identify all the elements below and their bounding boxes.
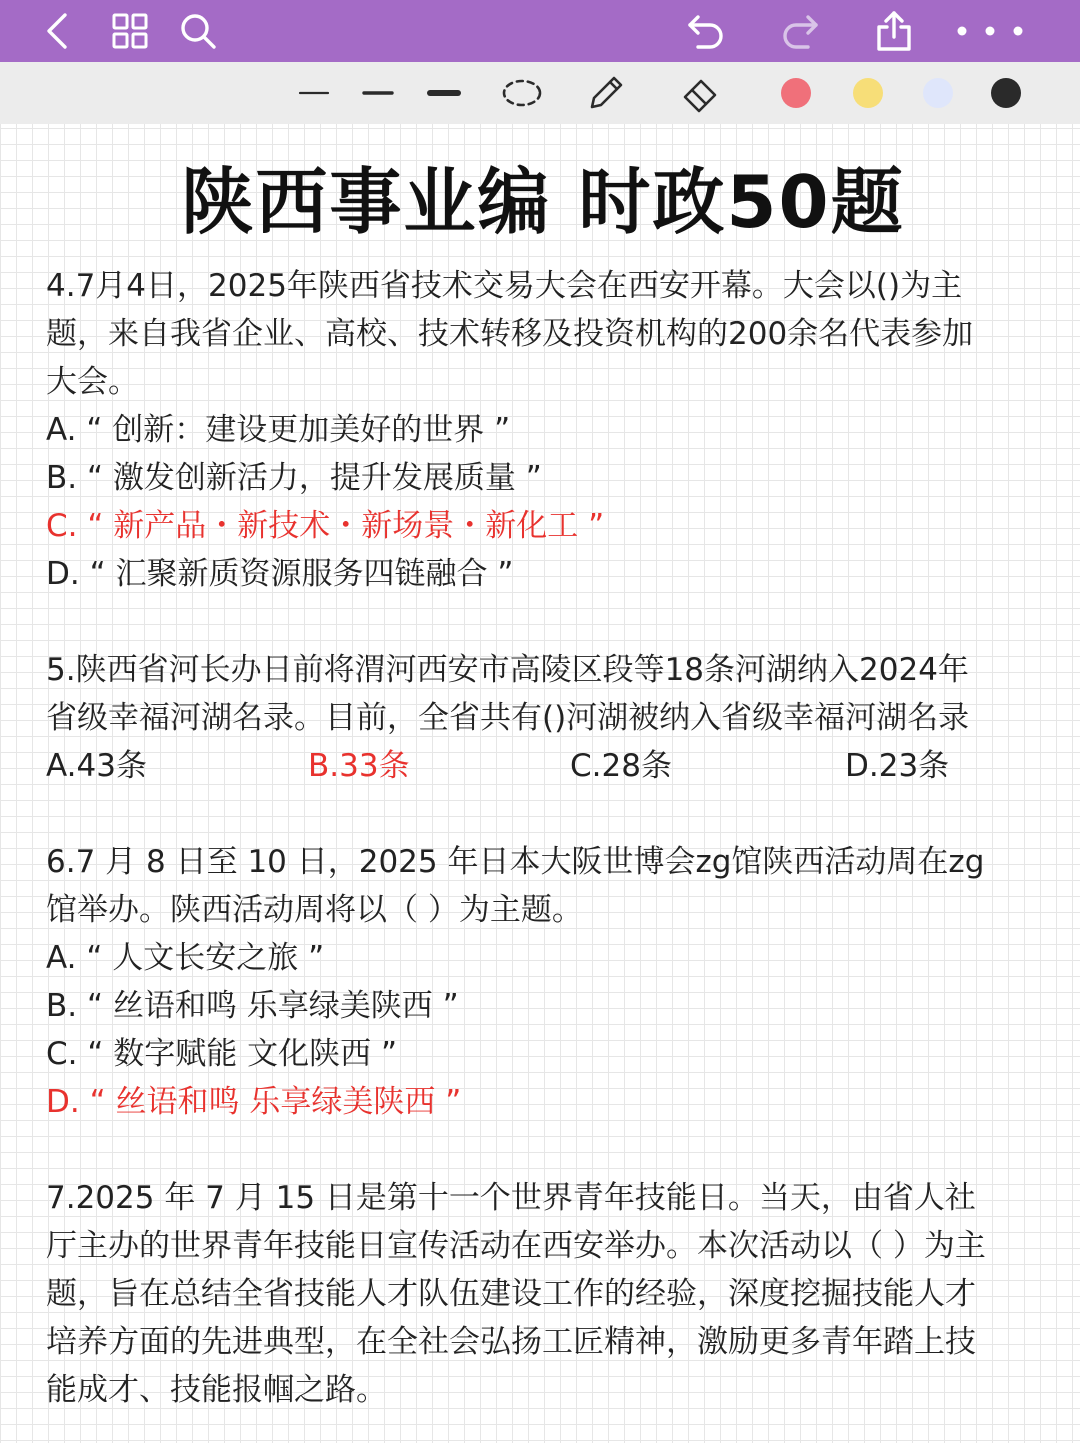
question-stem-line: 题，旨在总结全省技能人才队伍建设工作的经验，深度挖掘技能人才 [46,1276,976,1312]
question-stem-line: 4.7月4日，2025年陕西省技术交易大会在西安开幕。大会以()为主 [46,268,963,304]
option-b: B. “ 激发创新活力，提升发展质量 ” [46,460,542,496]
option-a: A. “ 人文长安之旅 ” [46,940,325,976]
lasso-button[interactable] [500,71,544,115]
grid-view-button[interactable] [106,7,154,55]
color-swatch-pink [781,78,811,108]
color-black-button[interactable] [984,71,1028,115]
lasso-icon [501,77,543,109]
chevron-left-icon [43,11,73,51]
color-swatch-yellow [853,78,883,108]
color-yellow-button[interactable] [846,71,890,115]
grid-icon [111,12,149,50]
question-4 [46,262,1040,598]
pencil-icon [586,73,626,113]
line-thin-icon [297,88,331,98]
question-stem-line: 馆举办。陕西活动周将以（ ）为主题。 [46,892,583,928]
pen-thin-button[interactable] [292,71,336,115]
option-b: B. “ 丝语和鸣 乐享绿美陕西 ” [46,988,459,1024]
line-thick-icon [426,87,462,99]
color-lavender-button[interactable] [916,71,960,115]
top-bar [0,0,1080,62]
color-swatch-lavender [923,78,953,108]
question-stem-line: 培养方面的先进典型，在全社会弘扬工匠精神，激励更多青年踏上技 [46,1324,976,1360]
option-c: C. “ 数字赋能 文化陕西 ” [46,1036,398,1072]
question-stem-line: 题，来自我省企业、高校、技术转移及投资机构的200余名代表参加 [46,316,974,352]
note-page[interactable] [46,124,1040,1414]
share-button[interactable] [870,7,918,55]
color-pink-button[interactable] [774,71,818,115]
question-6 [46,838,1040,1126]
redo-icon [780,11,820,51]
option-a: A.43条 [46,748,147,784]
redo-button[interactable] [776,7,824,55]
question-stem-line: 大会。 [46,364,139,400]
undo-button[interactable] [682,7,730,55]
search-icon [179,12,217,50]
search-button[interactable] [174,7,222,55]
line-medium-icon [361,88,395,98]
more-dots-icon [954,25,1026,37]
option-c-answer: C. “ 新产品・新技术・新场景・新化工 ” [46,508,605,544]
question-stem-line: 厅主办的世界青年技能日宣传活动在西安举办。本次活动以（ ）为主 [46,1228,986,1264]
page-title: 陕西事业编 时政50题 [181,160,905,244]
back-button[interactable] [34,7,82,55]
option-b-answer: B.33条 [308,748,410,784]
option-d-answer: D. “ 丝语和鸣 乐享绿美陕西 ” [46,1084,462,1120]
option-a: A. “ 创新：建设更加美好的世界 ” [46,412,511,448]
options-row [46,742,1040,790]
question-stem-line: 省级幸福河湖名录。目前，全省共有()河湖被纳入省级幸福河湖名录 [46,700,970,736]
eraser-icon [679,73,721,113]
option-d: D.23条 [845,748,950,784]
question-stem-line: 6.7 月 8 日至 10 日，2025 年日本大阪世博会zg馆陕西活动周在zg [46,844,985,880]
option-d: D. “ 汇聚新质资源服务四链融合 ” [46,556,514,592]
eraser-button[interactable] [678,71,722,115]
question-stem-line: 能成才、技能报帼之路。 [46,1372,387,1408]
drawing-toolbar [0,62,1080,124]
pen-thick-button[interactable] [422,71,466,115]
undo-icon [686,11,726,51]
pen-medium-button[interactable] [356,71,400,115]
option-c: C.28条 [570,748,672,784]
pencil-button[interactable] [584,71,628,115]
more-button[interactable] [950,7,1030,55]
color-swatch-black [991,78,1021,108]
share-icon [874,9,914,53]
question-7 [46,1174,1040,1414]
question-stem-line: 7.2025 年 7 月 15 日是第十一个世界青年技能日。当天，由省人社 [46,1180,976,1216]
question-stem-line: 5.陕西省河长办日前将渭河西安市高陵区段等18条河湖纳入2024年 [46,652,969,688]
question-5 [46,646,1040,790]
